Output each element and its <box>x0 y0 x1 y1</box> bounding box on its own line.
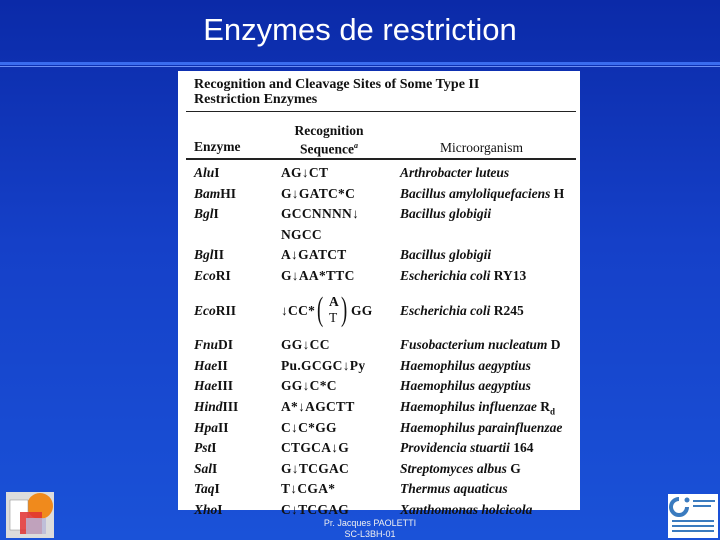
sequence-base-top: A <box>329 293 340 309</box>
table-row <box>178 481 580 501</box>
enzyme-strain-suffix: I <box>212 460 218 476</box>
enzyme-name <box>194 358 228 374</box>
table-row <box>178 378 580 398</box>
sequence-prefix: ↓CC* <box>281 302 316 318</box>
recognition-sequence: G↓TCGAC <box>281 460 350 476</box>
enzyme-strain-suffix: I <box>214 481 220 497</box>
enzyme-strain-suffix: III <box>222 399 239 414</box>
enzyme-name <box>194 420 229 436</box>
enzyme-name <box>194 337 233 353</box>
enzyme-genus-abbrev: Fnu <box>194 337 219 353</box>
microorganism <box>400 206 491 222</box>
centre-biophysique-logo <box>668 494 718 538</box>
table-row <box>178 290 580 328</box>
microorganism-strain: R245 <box>490 302 524 318</box>
microorganism-species: Escherichia coli <box>400 302 491 318</box>
microorganism <box>400 502 532 518</box>
title-divider-thin <box>0 66 720 67</box>
sequence-suffix: GG <box>351 302 373 318</box>
recognition-sequence: CTGCA↓G <box>281 440 350 456</box>
microorganism <box>400 337 561 353</box>
table-row <box>178 420 580 440</box>
microorganism-species: Arthrobacter luteus <box>400 165 510 180</box>
enzyme-strain-suffix: I <box>213 206 219 222</box>
recognition-sequence: G↓GATC*C <box>281 185 356 201</box>
table-row <box>178 337 580 357</box>
enzyme-strain-suffix: DI <box>218 337 234 353</box>
microorganism <box>400 461 521 477</box>
microorganism <box>400 399 555 417</box>
microorganism <box>400 268 526 284</box>
enzyme-genus-abbrev: Bgl <box>194 206 214 222</box>
open-paren-glyph: ( <box>317 290 324 328</box>
enzyme-name <box>194 206 219 222</box>
enzyme-name <box>194 461 217 477</box>
microorganism-species: Fusobacterium nucleatum <box>400 337 548 353</box>
recognition-sequence: AG↓CT <box>281 165 329 180</box>
enzyme-strain-suffix: II <box>213 247 225 263</box>
enzyme-genus-abbrev: Alu <box>194 165 215 180</box>
microorganism-species: Escherichia coli <box>400 268 491 283</box>
microorganism-species: Streptomyces albus <box>400 460 507 476</box>
caption-rule <box>186 111 576 112</box>
microorganism-species: Bacillus globigii <box>400 206 492 222</box>
microorganism-species: Bacillus globigii <box>400 247 492 263</box>
enzyme-strain-suffix: HI <box>220 185 237 201</box>
footer-author: Pr. Jacques PAOLETTI <box>323 518 417 528</box>
enzyme-genus-abbrev: Hae <box>194 357 218 373</box>
recognition-sequence: G↓AA*TTC <box>281 268 355 283</box>
microorganism <box>400 481 508 497</box>
microorganism <box>400 186 564 202</box>
enzyme-name <box>194 481 220 497</box>
table-row <box>178 399 580 419</box>
enzyme-strain-suffix: I <box>217 502 223 517</box>
recognition-sequence: NGCC <box>281 226 322 242</box>
restriction-enzyme-table <box>178 71 580 517</box>
enzyme-genus-abbrev: Bgl <box>194 247 214 263</box>
table-row <box>178 186 580 206</box>
microorganism-strain: D <box>547 337 561 353</box>
header-enzyme: Enzyme <box>194 139 241 154</box>
cbm-logo-graphic <box>668 494 718 538</box>
enzyme-name <box>194 186 236 202</box>
header-recognition <box>274 123 384 157</box>
enzyme-name <box>194 378 233 394</box>
microorganism-strain: H <box>550 185 565 201</box>
microorganism-species: Thermus aquaticus <box>400 481 508 497</box>
enzyme-genus-abbrev: Taq <box>194 481 215 497</box>
enzyme-name <box>194 502 223 518</box>
microorganism <box>400 165 509 181</box>
table-row <box>178 461 580 481</box>
footer-course-code: SC-L3BH-01 <box>344 529 396 539</box>
recognition-sequence: A↓GATCT <box>281 247 347 263</box>
microorganism-strain: G <box>506 460 521 476</box>
enzyme-genus-abbrev: Hpa <box>194 419 219 435</box>
enzyme-strain-suffix: RII <box>215 302 237 318</box>
table-row <box>178 227 580 247</box>
close-paren-glyph: ) <box>341 290 348 328</box>
microorganism <box>400 378 531 394</box>
microorganism-species: Haemophilus parainfluenzae <box>400 419 563 435</box>
recognition-sequence: GG↓C*C <box>281 378 337 394</box>
table-row <box>178 206 580 226</box>
enzyme-name <box>194 440 217 456</box>
table-caption-line2: Restriction Enzymes <box>194 92 318 107</box>
microorganism-species: Haemophilus aegyptius <box>400 378 531 394</box>
recognition-sequence: C↓C*GG <box>281 419 337 435</box>
sequence-base-bottom: T <box>329 309 338 325</box>
microorganism-species: Haemophilus aegyptius <box>400 357 531 373</box>
header-rule <box>186 158 576 160</box>
enzyme-strain-suffix: RI <box>215 268 231 283</box>
slide-footer <box>250 518 490 540</box>
table-caption <box>194 77 574 107</box>
header-organism: Microorganism <box>440 140 523 155</box>
enzyme-genus-abbrev: Bam <box>194 185 221 201</box>
recognition-sequence: T↓CGA* <box>281 481 336 497</box>
microorganism-species: Haemophilus influenzae <box>400 399 537 414</box>
table-caption-line1: Recognition and Cleavage Sites of Some Type II <box>194 77 480 92</box>
table-row <box>178 247 580 267</box>
enzyme-strain-suffix: II <box>218 419 229 435</box>
enzyme-genus-abbrev: Eco <box>194 268 216 283</box>
enzyme-name <box>194 303 236 319</box>
microorganism-strain-subscript: d <box>550 406 556 417</box>
title-divider <box>0 62 720 65</box>
enzyme-genus-abbrev: Pst <box>194 440 212 456</box>
microorganism <box>400 440 534 456</box>
microorganism-species: Providencia stuartii <box>400 440 510 456</box>
header-recognition-line2-text: Sequence <box>300 141 354 157</box>
enzyme-strain-suffix: III <box>217 378 234 394</box>
microorganism <box>400 358 531 374</box>
microorganism <box>400 420 562 436</box>
university-logo <box>6 492 54 538</box>
enzyme-genus-abbrev: Xho <box>194 502 218 517</box>
slide-title: Enzymes de restriction <box>203 12 517 47</box>
enzyme-name <box>194 268 231 284</box>
header-recognition-line2 <box>274 138 384 157</box>
enzyme-genus-abbrev: Eco <box>194 302 216 318</box>
enzyme-strain-suffix: I <box>214 165 220 180</box>
table-row <box>178 268 580 288</box>
microorganism-species: Bacillus amyloliquefaciens <box>400 185 551 201</box>
recognition-sequence: Pu.GCGC↓Py <box>281 357 366 373</box>
recognition-sequence: GG↓CC <box>281 337 330 353</box>
table-row <box>178 358 580 378</box>
microorganism-strain: 164 <box>509 440 534 456</box>
university-logo-graphic <box>6 492 54 538</box>
microorganism <box>400 303 524 319</box>
enzyme-genus-abbrev: Sal <box>194 460 213 476</box>
microorganism-strain: RY13 <box>490 268 527 283</box>
table-row <box>178 165 580 185</box>
enzyme-genus-abbrev: Hae <box>194 378 218 394</box>
enzyme-name <box>194 399 238 415</box>
header-footnote-mark: a <box>354 141 358 150</box>
table-row <box>178 440 580 460</box>
recognition-sequence: GCCNNNN↓ <box>281 206 360 222</box>
enzyme-name <box>194 165 220 181</box>
enzyme-name <box>194 247 224 263</box>
recognition-sequence: C↓TCGAG <box>281 502 350 517</box>
recognition-sequence: A*↓AGCTT <box>281 399 355 414</box>
microorganism <box>400 247 491 263</box>
header-recognition-line1: Recognition <box>294 123 364 138</box>
enzyme-strain-suffix: II <box>217 357 228 373</box>
enzyme-strain-suffix: I <box>211 440 217 456</box>
microorganism-strain: R <box>536 399 551 414</box>
microorganism-species: Xanthomonas holcicola <box>400 502 533 517</box>
enzyme-genus-abbrev: Hind <box>194 399 223 414</box>
